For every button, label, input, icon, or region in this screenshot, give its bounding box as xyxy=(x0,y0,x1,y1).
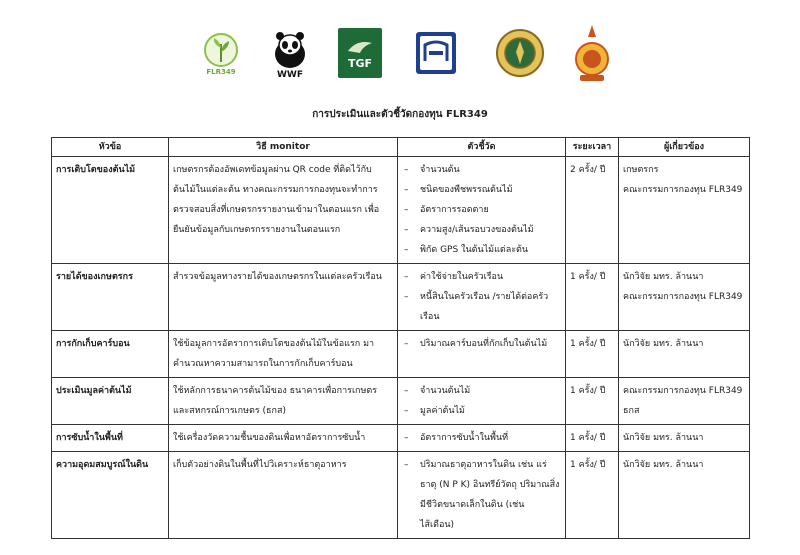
row-method: สำรวจข้อมูลทางรายได้ของเกษตรกรในแต่ละครัวเรือน xyxy=(169,264,398,331)
row-topic: ความอุดมสมบูรณ์ในดิน xyxy=(52,452,169,539)
table-row xyxy=(52,157,750,264)
row-indicators xyxy=(398,264,566,331)
table-row xyxy=(52,264,750,331)
row-stakeholders xyxy=(619,331,750,378)
row-stakeholders xyxy=(619,452,750,539)
tgf-logo-text: TGF xyxy=(347,56,373,70)
university-emblem-icon xyxy=(573,23,611,85)
row-period: 2 ครั้ง/ ปี xyxy=(566,157,619,264)
stakeholder: คณะกรรมการกองทุน FLR349 xyxy=(623,386,743,396)
row-topic: รายได้ของเกษตรกร xyxy=(52,264,169,331)
stakeholder: นักวิจัย มทร. ล้านนา xyxy=(623,339,704,349)
row-method: ใช้หลักการธนาคารต้นไม้ของ ธนาคารเพื่อการเกษตรและสหกรณ์การเกษตร (ธกส) xyxy=(169,378,398,425)
row-period: 1 ครั้ง/ ปี xyxy=(566,378,619,425)
stakeholder: คณะกรรมการกองทุน FLR349 xyxy=(623,292,743,302)
row-topic: การซับน้ำในพื้นที่ xyxy=(52,425,169,452)
row-stakeholders xyxy=(619,264,750,331)
indicator-item: – ปริมาณคาร์บอนที่กักเก็บในต้นไม้ xyxy=(402,334,561,354)
table-header-row xyxy=(52,138,750,157)
bird-icon xyxy=(345,37,375,57)
stakeholder: นักวิจัย มทร. ล้านนา xyxy=(623,460,704,470)
flr349-logo xyxy=(201,24,241,84)
header-method: วิธี monitor xyxy=(169,138,398,157)
header-stakeholders: ผู้เกี่ยวข้อง xyxy=(619,138,750,157)
document-title: การประเมินและตัวชี้วัดกองทุน FLR349 xyxy=(312,109,488,120)
baac-emblem-icon xyxy=(415,31,457,75)
stakeholder: นักวิจัย มทร. ล้านนา xyxy=(623,433,704,443)
header-indicators: ตัวชี้วัด xyxy=(398,138,566,157)
row-indicators xyxy=(398,452,566,539)
stakeholder: นักวิจัย มทร. ล้านนา xyxy=(623,272,704,282)
indicator-item: – จำนวนต้นไม้ xyxy=(402,381,561,401)
row-indicators xyxy=(398,378,566,425)
indicator-item: – จำนวนต้น xyxy=(402,160,561,180)
header-topic: หัวข้อ xyxy=(52,138,169,157)
panda-icon xyxy=(271,30,309,70)
row-method: ใช้ข้อมูลการอัตราการเติบโตของต้นไม้ในข้อแรก มาคำนวณหาความสามารถในการกักเก็บคาร์บอน xyxy=(169,331,398,378)
row-stakeholders xyxy=(619,425,750,452)
indicator-table xyxy=(51,137,750,539)
row-method: เก็บตัวอย่างดินในพื้นที่ไปวิเคราะห์ธาตุอาหาร xyxy=(169,452,398,539)
university-logo xyxy=(572,22,612,86)
stakeholder: เกษตรกร xyxy=(623,165,659,175)
row-topic: การเติบโตของต้นไม้ xyxy=(52,157,169,264)
tgf-logo xyxy=(338,28,382,78)
indicator-item: – พิกัด GPS ในต้นไม้แต่ละต้น xyxy=(402,240,561,260)
row-stakeholders xyxy=(619,157,750,264)
flr349-logo-text: FLR349 xyxy=(206,68,236,76)
table-row xyxy=(52,331,750,378)
table-row xyxy=(52,452,750,539)
header-period: ระยะเวลา xyxy=(566,138,619,157)
row-stakeholders xyxy=(619,378,750,425)
table-row xyxy=(52,378,750,425)
row-period: 1 ครั้ง/ ปี xyxy=(566,331,619,378)
wwf-logo xyxy=(268,24,312,86)
wwf-logo-text: WWF xyxy=(276,70,303,80)
row-indicators xyxy=(398,157,566,264)
row-topic: ประเมินมูลค่าต้นไม้ xyxy=(52,378,169,425)
indicator-item: – ค่าใช้จ่ายในครัวเรือน xyxy=(402,267,561,287)
stakeholder: คณะกรรมการกองทุน FLR349 xyxy=(623,185,743,195)
indicator-item: – ความสูง/เส้นรอบวงของต้นไม้ xyxy=(402,220,561,240)
row-period: 1 ครั้ง/ ปี xyxy=(566,452,619,539)
row-period: 1 ครั้ง/ ปี xyxy=(566,425,619,452)
row-method: เกษตรกรต้องอัพเดทข้อมูลผ่าน QR code ที่ติดไว้กับต้นไม้ในแต่ละต้น ทางคณะกรรมการกองทุนจะทำการตรวจสอบสิ่งที่เกษตรกรรายงานเข้ามาในตอนแรก เพื่อยืนยันข้อมูลกับเกษตรกรรายงานในตอนแรก xyxy=(169,157,398,264)
row-method: ใช้เครื่องวัดความชื้นของดินเพื่อหาอัตราการซับน้ำ xyxy=(169,425,398,452)
baac-logo xyxy=(414,28,458,78)
seal-logo xyxy=(494,26,546,80)
indicator-item: – อัตราการรอดตาย xyxy=(402,200,561,220)
table-row xyxy=(52,425,750,452)
indicator-item: – มูลค่าต้นไม้ xyxy=(402,401,561,421)
indicator-item: – ชนิดของพืชพรรณต้นไม้ xyxy=(402,180,561,200)
indicator-item: – หนี้สินในครัวเรือน /รายได้ต่อครัวเรือน xyxy=(402,287,561,327)
indicator-item: – ปริมาณธาตุอาหารในดิน เช่น แร่ธาตุ (N P K) อินทรีย์วัตถุ ปริมาณสิ่งมีชีวิตขนาดเล็กในดิน (เช่น ไส้เดือน) xyxy=(402,455,561,535)
row-indicators xyxy=(398,425,566,452)
row-period: 1 ครั้ง/ ปี xyxy=(566,264,619,331)
flr349-leaf-icon xyxy=(203,32,239,68)
stakeholder: ธกส xyxy=(623,406,640,416)
logo-bar xyxy=(0,22,800,92)
row-topic: การกักเก็บคาร์บอน xyxy=(52,331,169,378)
row-indicators xyxy=(398,331,566,378)
seal-icon xyxy=(495,28,545,78)
indicator-item: – อัตราการซับน้ำในพื้นที่ xyxy=(402,428,561,448)
